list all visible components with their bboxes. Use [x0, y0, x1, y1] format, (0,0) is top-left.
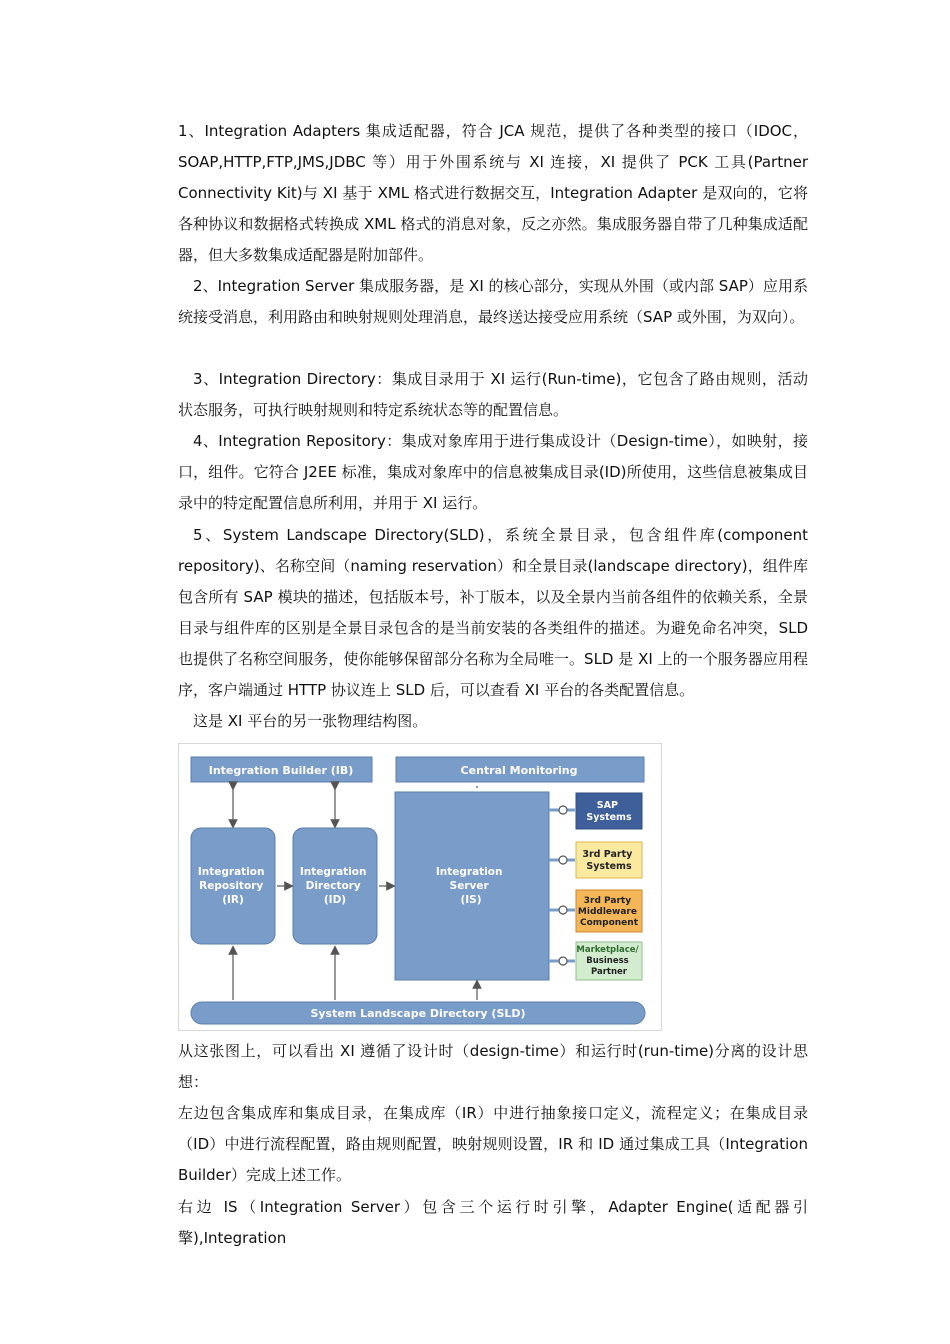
third-party-label-line2: Systems [586, 861, 632, 872]
is-label-line1: Integration [435, 866, 503, 878]
connector-node-mw [559, 906, 567, 914]
diagram-svg [179, 744, 661, 1030]
connector-node-sap [559, 806, 567, 814]
svg-text:3rd Party Systems [582, 849, 635, 872]
integration-builder-label: Integration Builder (IB) [208, 764, 354, 777]
paragraph-design-runtime: 从这张图上，可以看出 XI 遵循了设计时（design-time）和运行时(run-time)分离的设计思想： [178, 1042, 808, 1091]
sap-label-line2: Systems [586, 812, 632, 823]
sld-label: System Landscape Directory (SLD) [310, 1007, 526, 1020]
middleware-label-line2: Middleware [577, 907, 637, 917]
paragraph-sld: 5、System Landscape Directory(SLD)，系统全景目录，包含组件库(component repository)、名称空间（naming reservation）和全景目录(landscape directory)，组件库包含所有 SAP 模块的描述，包括版本号，补丁版本，以及全景内当前各组件的依赖关系，全景目录与组件库的区别是全景目录包含的是当前安装的各类组件的描述。为避免命名冲突，SLD 也提供了名称空间服务，使你能够保留部分名称为全局唯一。SLD 是 XI 上的一个服务器应用程序，客户端通过 HTTP 协议连上 SLD 后，可以查看 XI 平台的各类配置信息。 [178, 526, 808, 699]
paragraph-left-side: 左边包含集成库和集成目录，在集成库（IR）中进行抽象接口定义，流程定义；在集成目录（ID）中进行流程配置，路由规则配置，映射规则设置，IR 和 ID 通过集成工具（Integration Builder）完成上述工作。 [178, 1104, 808, 1184]
connector-node-3rd [559, 856, 567, 864]
paragraph-figure-intro: 这是 XI 平台的另一张物理结构图。 [193, 712, 428, 730]
svg-text:3rd Party Middleware [578, 896, 640, 928]
middleware-label-line1: 3rd Party [583, 896, 632, 906]
ir-label-line2: Repository [199, 880, 264, 892]
sap-systems-box [576, 793, 642, 829]
paragraph-right-side: 右边 IS（Integration Server）包含三个运行时引擎，Adapter Engine(适配器引擎),Integration [178, 1198, 808, 1247]
paragraph-integration-server: 2、Integration Server 集成服务器，是 XI 的核心部分，实现从外围（或内部 SAP）应用系统接受消息，利用路由和映射规则处理消息，最终送达接受应用系统（SAP 或外围，为双向）。 [178, 277, 808, 326]
marketplace-label-line1: Marketplace/ [576, 945, 639, 955]
is-label-line3: (IS) [460, 894, 482, 906]
third-party-systems-box [576, 842, 642, 878]
paragraph-integration-repository: 4、Integration Repository：集成对象库用于进行集成设计（Design-time），如映射，接口，组件。它符合 J2EE 标准，集成对象库中的信息被集成目录(ID)所使用，这些信息被集成目录中的特定配置信息所利用，并用于 XI 运行。 [178, 432, 808, 512]
ir-label-line3: (IR) [222, 894, 244, 906]
marketplace-label-line2: Business [586, 956, 629, 966]
marketplace-label-line3: Partner [590, 967, 628, 977]
paragraph-integration-adapters: 1、Integration Adapters 集成适配器，符合 JCA 规范，提供了各种类型的接口（IDOC，SOAP,HTTP,FTP,JMS,JDBC 等）用于外围系统与 XI 连接，XI 提供了 PCK 工具(Partner Connectivity Kit)与 XI 基于 XML 格式进行数据交互，Integration Adapter 是双向的，它将各种协议和数据格式转换成 XML 格式的消息对象，反之亦然。集成服务器自带了几种集成适配器，但大多数集成适配器是附加部件。 [178, 122, 808, 264]
id-label-line1: Integration [299, 866, 367, 878]
paragraph-integration-directory: 3、Integration Directory：集成目录用于 XI 运行(Run-time)，它包含了路由规则，活动状态服务，可执行映射规则和特定系统状态等的配置信息。 [178, 370, 808, 419]
middleware-label-line3: Component [579, 918, 639, 928]
xi-architecture-diagram [178, 743, 662, 1031]
central-monitoring-label: Central Monitoring [460, 764, 578, 777]
ir-label-line1: Integration [197, 866, 265, 878]
connector-node-mp [559, 957, 567, 965]
is-label-line2: Server [449, 880, 489, 892]
id-label-line2: Directory [305, 880, 361, 892]
third-party-label-line1: 3rd Party [582, 849, 633, 860]
sap-label-line1: SAP [596, 800, 618, 811]
id-label-line3: (ID) [323, 894, 347, 906]
